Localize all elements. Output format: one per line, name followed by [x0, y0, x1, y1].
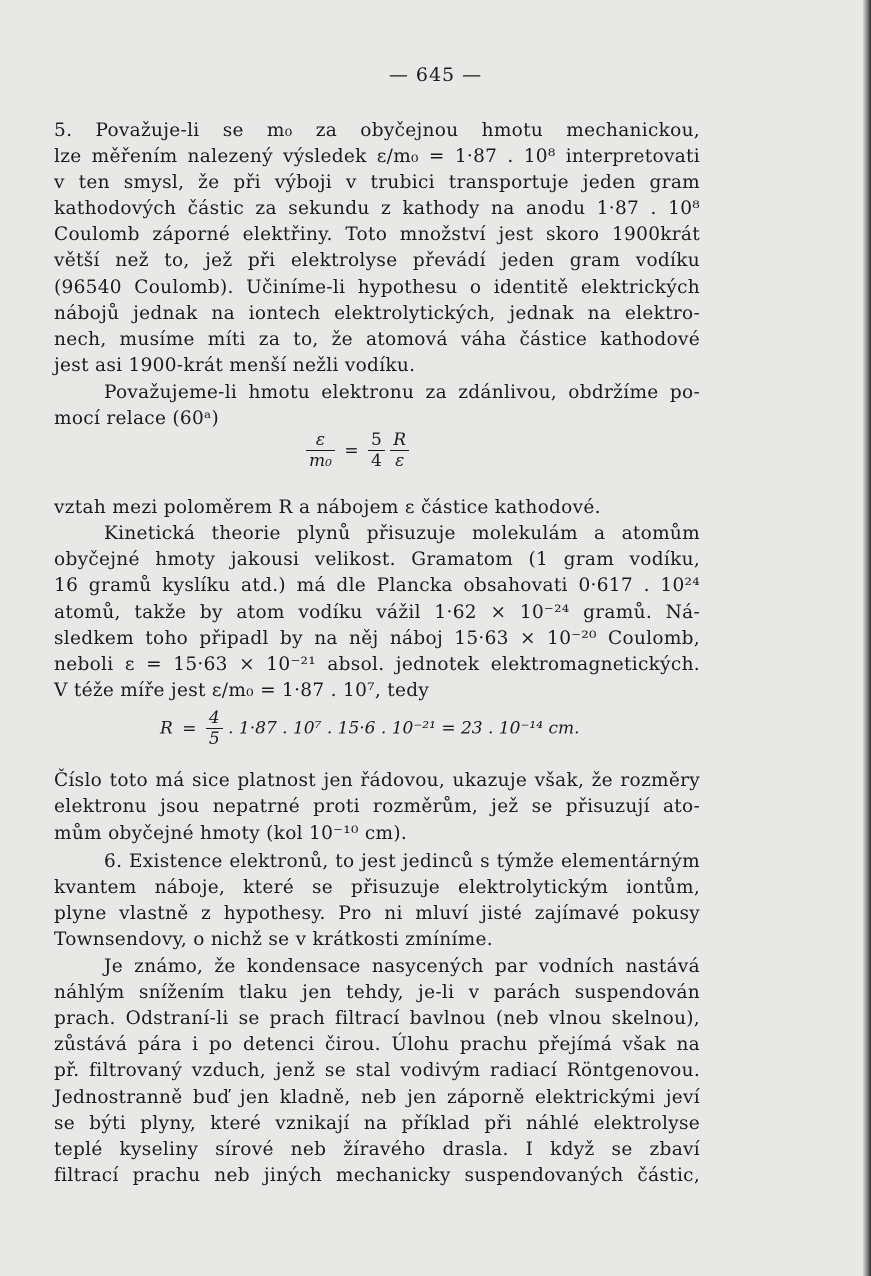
text-line: (96540 Coulomb). Učiníme-li hypothesu o identitě elektrických — [54, 277, 700, 298]
eq-denominator: 4 — [371, 451, 382, 471]
text-line: Coulomb záporné elektřiny. Toto množství jest skoro 1900krát — [54, 224, 700, 245]
text-line: 5. Považuje-li se m₀ za obyčejnou hmotu mechanickou, — [54, 120, 700, 141]
text-line: teplé kyseliny sírové neb žíravého drasla. I když se zbaví — [54, 1139, 700, 1160]
fraction-eps-m0 — [306, 430, 335, 471]
text-line: plyne vlastně z hypothesy. Pro ni mluví jisté zajímavé pokusy — [54, 903, 700, 924]
fraction-four-fifths — [206, 708, 223, 749]
text-line: neboli ε = 15·63 × 10⁻²¹ absol. jednotek elektromagnetických. — [54, 654, 700, 675]
fraction-R-eps — [390, 430, 409, 471]
text-line: vztah mezi poloměrem R a nábojem ε částice kathodové. — [54, 497, 601, 518]
text-line: prach. Odstraní-li se prach filtrací bavlnou (neb vlnou skelnou), — [54, 1008, 700, 1029]
text-line: v ten smysl, že při výboji v trubici transportuje jeden gram — [54, 172, 700, 193]
text-line: 16 gramů kyslíku atd.) má dle Plancka obsahovati 0·617 . 10²⁴ — [54, 575, 700, 596]
text-line: př. filtrovaný vzduch, jenž se stal vodivým radiací Röntgenovou. — [54, 1060, 700, 1081]
equation-ratio — [306, 430, 409, 482]
eq-equals: = — [344, 440, 359, 461]
text-line: elektronu jsou nepatrné proti rozměrům, jež se přisuzují ato- — [54, 796, 700, 817]
page-edge-shadow — [863, 0, 871, 1276]
text-line: náhlým snížením tlaku jen tehdy, je-li v parách suspendován — [54, 982, 700, 1003]
text-line: V téže míře jest ε/m₀ = 1·87 . 10⁷, tedy — [54, 680, 430, 701]
text-line: sledkem toho připadl by na něj náboj 15·63 × 10⁻²⁰ Coulomb, — [54, 628, 700, 649]
text-line: jest asi 1900-krát menší nežli vodíku. — [54, 355, 416, 376]
text-line: Považujeme-li hmotu elektronu za zdánlivou, obdržíme po- — [104, 382, 700, 403]
eq-numerator: 5 — [368, 430, 385, 451]
equation-radius — [160, 708, 580, 762]
text-line: nábojů jednak na iontech elektrolytických, jednak na elektro- — [54, 303, 700, 324]
text-line: filtrací prachu neb jiných mechanicky suspendovaných částic, — [54, 1165, 700, 1186]
eq-value: . 1·87 . 10⁷ . 15·6 . 10⁻²¹ = 23 . 10⁻¹⁴ cm. — [228, 718, 580, 739]
eq-numerator: 4 — [206, 708, 223, 729]
text-line: Číslo toto má sice platnost jen řádovou, ukazuje však, že rozměry — [54, 770, 700, 791]
eq-denominator: ε — [395, 451, 405, 471]
text-line: Jednostranně buď jen kladně, neb jen záporně elektrickými jeví — [54, 1087, 700, 1108]
text-line: zůstává pára i po detenci čirou. Úlohu prachu přejímá však na — [54, 1034, 700, 1055]
fraction-five-fourths — [368, 430, 385, 471]
text-line: se býti plyny, které vznikají na příklad při náhlé elektrolyse — [54, 1113, 700, 1134]
text-line: kathodových částic za sekundu z kathody na anodu 1·87 . 10⁸ — [54, 198, 700, 219]
eq-numerator: ε — [306, 430, 335, 451]
text-line: Townsendovy, o nichž se v krátkosti zmíníme. — [54, 929, 493, 950]
text-line: lze měřením nalezený výsledek ε/m₀ = 1·87 . 10⁸ interpretovati — [54, 146, 700, 167]
text-line: větší než to, jež při elektrolyse převádí jeden gram vodíku — [54, 250, 700, 271]
text-line: Je známo, že kondensace nasycených par vodních nastává — [104, 956, 700, 977]
text-line: atomů, takže by atom vodíku vážil 1·62 × 10⁻²⁴ gramů. Ná- — [54, 602, 700, 623]
eq-denominator: m₀ — [309, 451, 332, 471]
page-number: — 645 — — [388, 64, 483, 86]
text-line: kvantem náboje, které se přisuzuje elektrolytickým iontům, — [54, 877, 700, 898]
text-line: 6. Existence elektronů, to jest jedinců s týmže elementárným — [104, 851, 700, 872]
eq-denominator: 5 — [208, 729, 220, 749]
text-line: mům obyčejné hmoty (kol 10⁻¹⁰ cm). — [54, 823, 408, 844]
text-line: nech, musíme míti za to, že atomová váha částice kathodové — [54, 329, 700, 350]
eq-radius-symbol: R — [160, 718, 173, 739]
text-line: mocí relace (60ᵃ) — [54, 408, 219, 429]
text-line: obyčejné hmoty jakousi velikost. Gramatom (1 gram vodíku, — [54, 549, 700, 570]
text-line: Kinetická theorie plynů přisuzuje molekulám a atomům — [104, 523, 700, 544]
eq-numerator: R — [390, 430, 409, 451]
eq-equals: = — [182, 718, 197, 739]
